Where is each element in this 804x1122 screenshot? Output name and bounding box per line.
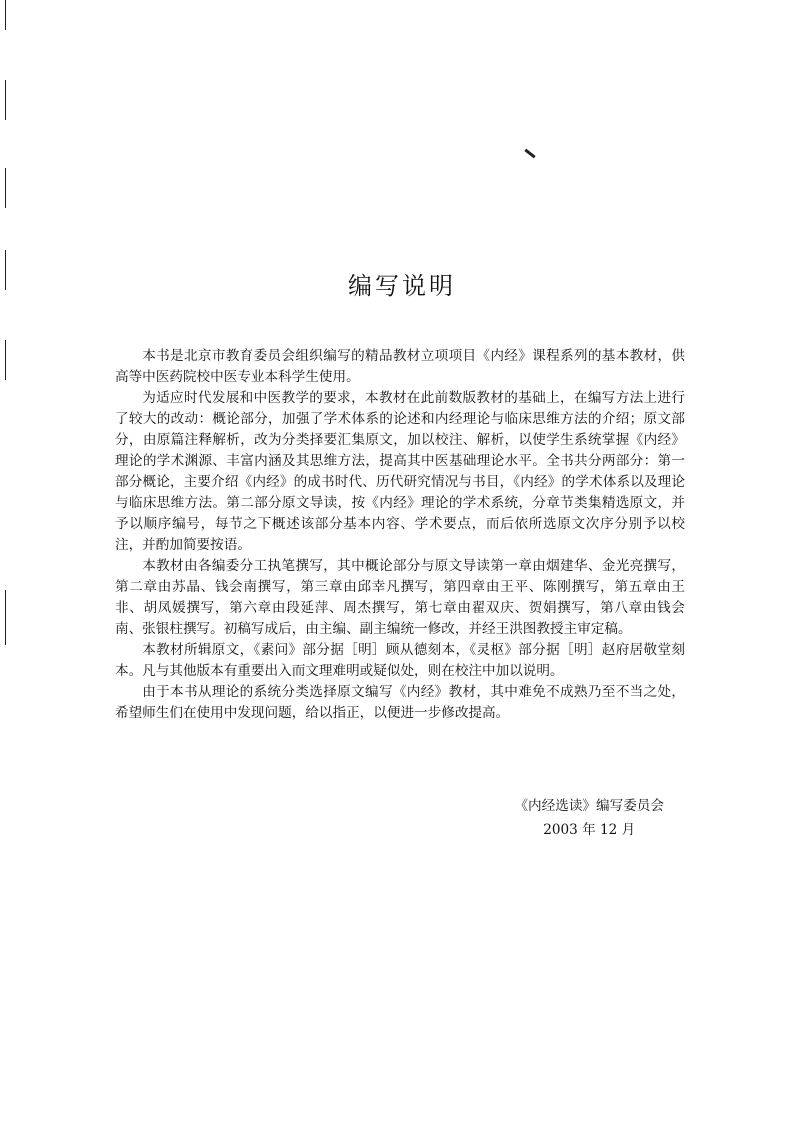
signature-block	[514, 794, 664, 842]
body-text	[115, 346, 685, 724]
page-title: 编写说明	[348, 272, 456, 300]
paragraph: 本教材所辑原文，《素问》部分据［明］顾从德刻本，《灵枢》部分据［明］赵府居敬堂刻本。凡与其他版本有重要出入而文理难明或疑似处，则在校注中加以说明。	[115, 642, 685, 679]
binding-mark	[5, 590, 6, 645]
paragraph: 由于本书从理论的系统分类选择原文编写《内经》教材，其中难免不成熟乃至不当之处，希望师生们在使用中发现问题，给以指正，以便进一步修改提高。	[115, 684, 685, 721]
scan-artifact-mark	[524, 149, 535, 159]
signature-date: 2003 年 12 月	[543, 822, 636, 838]
binding-mark	[5, 340, 6, 380]
signature-committee: 《内经选读》编写委员会	[514, 798, 664, 814]
paragraph: 本书是北京市教育委员会组织编写的精品教材立项项目《内经》课程系列的基本教材，供高等中医药院校中医专业本科学生使用。	[115, 348, 685, 385]
binding-mark	[5, 168, 6, 208]
binding-mark	[5, 0, 6, 30]
paragraph: 为适应时代发展和中医教学的要求，本教材在此前数版教材的基础上，在编写方法上进行了较大的改动：概论部分，加强了学术体系的论述和内经理论与临床思维方法的介绍；原文部分，由原篇注释解析，改为分类择要汇集原文，加以校注、解析，以使学生系统掌握《内经》理论的学术渊源、丰富内涵及其思维方法，提高其中医基础理论水平。全书共分两部分：第一部分概论，主要介绍《内经》的成书时代、历代研究情况与书目，《内经》的学术体系以及理论与临床思维方法。第二部分原文导读，按《内经》理论的学术系统，分章节类集精选原文，并予以顺序编号，每节之下概述该部分基本内容、学术要点，而后依所选原文次序分别予以校注，并酌加简要按语。	[115, 390, 685, 553]
paragraph: 本教材由各编委分工执笔撰写，其中概论部分与原文导读第一章由烟建华、金光亮撰写，第二章由苏晶、钱会南撰写，第三章由邱幸凡撰写，第四章由王平、陈刚撰写，第五章由王非、胡凤媛撰写，第六章由段延萍、周杰撰写，第七章由翟双庆、贺娟撰写，第八章由钱会南、张银柱撰写。初稿写成后，由主编、副主编统一修改，并经王洪图教授主审定稿。	[115, 558, 685, 637]
binding-mark	[5, 80, 6, 120]
